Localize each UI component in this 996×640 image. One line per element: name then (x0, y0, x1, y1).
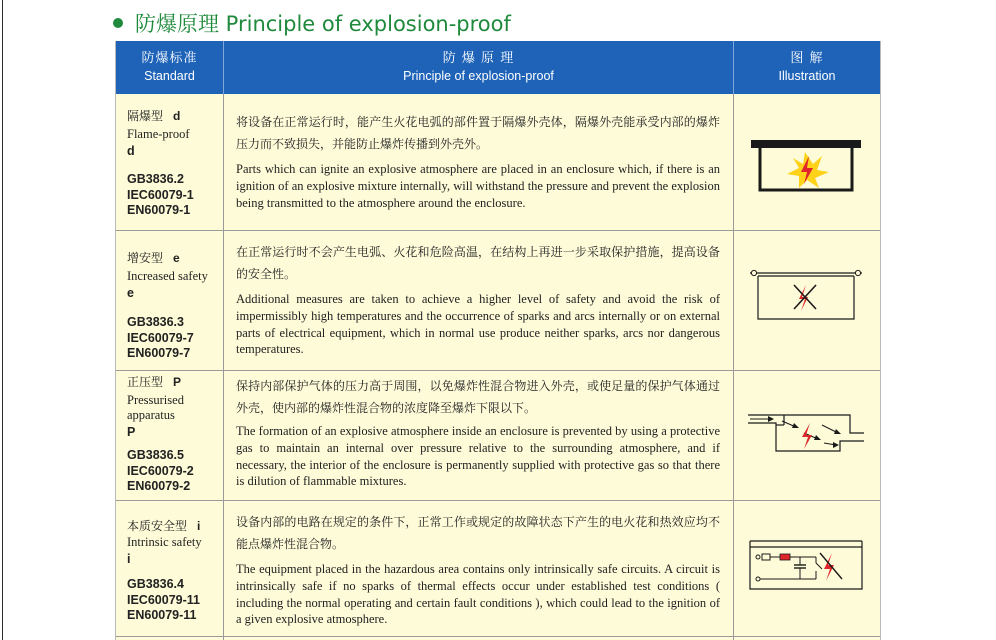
principle-cell (236, 375, 720, 490)
type-code: d (173, 109, 181, 123)
standard-codes (127, 172, 223, 219)
table-header (116, 41, 880, 94)
type-name (127, 108, 223, 124)
standard-code: EN60079-2 (127, 479, 191, 493)
type-name (127, 374, 223, 390)
header-principle-en: Principle of explosion-proof (403, 69, 554, 83)
explosion-proof-table (115, 41, 881, 640)
standard-code: GB3836.4 (127, 577, 184, 591)
header-principle-zh: 防 爆 原 理 (442, 51, 515, 66)
intrinsic-safety-icon (746, 539, 866, 599)
header-standard (116, 41, 223, 94)
principle-zh: 在正常运行时不会产生电弧、火花和危险高温，在结构上再进一步采取保护措施，提高设备的安全性。 (236, 245, 720, 281)
principle-zh: 将设备在正常运行时，能产生火花电弧的部件置于隔爆外壳体，隔爆外壳能承受内部的爆炸压力而不致损失，并能防止爆炸传播到外壳外。 (236, 115, 720, 151)
table-row (116, 94, 880, 230)
type-name (127, 250, 223, 266)
standard-code: IEC60079-1 (127, 187, 194, 202)
pressurised-apparatus-icon (746, 411, 866, 457)
bullet-dot-icon (113, 18, 123, 28)
type-name-en: Flame-proof (127, 127, 190, 141)
principle-zh: 设备内部的电路在规定的条件下，正常工作或规定的故障状态下产生的电火花和热效应均不能点爆炸性混合物。 (236, 515, 720, 551)
standard-cell (127, 250, 223, 362)
illustration-cell (734, 94, 880, 230)
illustration-cell (734, 231, 880, 370)
header-principle (224, 41, 733, 94)
standard-codes (127, 577, 223, 624)
type-name (127, 518, 223, 534)
type-name-en: Pressurised apparatus (127, 393, 184, 422)
standard-code: IEC60079-11 (127, 592, 200, 607)
header-standard-en: Standard (144, 69, 195, 83)
standard-code: GB3836.5 (127, 448, 184, 462)
standard-cell (127, 374, 223, 495)
principle-en: Additional measures are taken to achieve a higher level of safety and avoid the risk of impermissibly high temperatures and the occurrence of sparks and arcs internally or on external parts of electrical equipment, which in normal use produce neither sparks, arcs nor dangerous temperatures. (236, 292, 720, 357)
principle-en: The equipment placed in the hazardous area contains only intrinsically safe circuits. A circuit is intrinsically safe if no sparks of thermal effects occur under established test conditions ( including the normal operating and certain fault conditions ), which could lead to the ignition of a given explosive atmosphere. (236, 562, 720, 627)
type-name-zh: 正压型 (127, 375, 164, 389)
standard-code: IEC60079-2 (127, 463, 194, 478)
illustration-cell (734, 371, 880, 500)
table-row (116, 501, 880, 640)
standard-codes (127, 448, 223, 495)
type-code: e (173, 251, 180, 265)
page-edge-line (2, 0, 3, 640)
standard-cell (127, 108, 223, 219)
standard-code: EN60079-7 (127, 346, 191, 360)
section-heading (113, 8, 511, 38)
standard-code: EN60079-11 (127, 608, 197, 622)
principle-cell (236, 111, 720, 211)
header-illustration-zh: 图 解 (790, 51, 824, 66)
standard-code: GB3836.3 (127, 315, 184, 329)
type-letter: P (127, 425, 136, 439)
standard-codes (127, 315, 223, 362)
principle-cell (236, 511, 720, 628)
standard-cell (127, 518, 223, 624)
principle-zh: 保持内部保护气体的压力高于周围，以免爆炸性混合物进入外壳，或使足量的保护气体通过外壳，使内部的爆炸性混合物的浓度降至爆炸下限以下。 (236, 379, 720, 415)
increased-safety-icon (746, 267, 866, 325)
type-code: P (173, 375, 182, 389)
type-letter: i (127, 552, 131, 566)
type-name-zh: 隔爆型 (127, 109, 164, 123)
type-name-zh: 本质安全型 (127, 519, 188, 533)
table-row (116, 371, 880, 500)
principle-en: Parts which can ignite an explosive atmosphere are placed in an enclosure which, if there is an ignition of an explosive mixture internally, will withstand the pressure and prevent the explosion being transmitted to the atmosphere around the enclosure. (236, 162, 720, 210)
flameproof-enclosure-icon (749, 138, 863, 198)
type-name-en: Intrinsic safety (127, 535, 202, 549)
type-name-en: Increased safety (127, 269, 208, 283)
type-letter: e (127, 286, 134, 300)
principle-en: The formation of an explosive atmosphere inside an enclosure is prevented by using a protective gas to maintain an internal over pressure relative to the surrounding atmosphere, and if necessary, the interior of the enclosure is permanently supplied with protective gas so that there is dilution of flammable mixtures. (236, 424, 720, 489)
standard-code: GB3836.2 (127, 172, 184, 186)
illustration-cell (734, 501, 880, 640)
principle-cell (236, 241, 720, 358)
type-code: i (197, 519, 201, 533)
header-illustration-en: Illustration (778, 69, 836, 83)
type-name-zh: 增安型 (127, 251, 164, 265)
standard-code: IEC60079-7 (127, 330, 194, 345)
page-title: 防爆原理 Principle of explosion-proof (135, 12, 511, 36)
table-row (116, 231, 880, 370)
header-standard-zh: 防爆标准 (141, 51, 198, 66)
standard-code: EN60079-1 (127, 203, 191, 217)
type-letter: d (127, 144, 135, 158)
header-illustration (734, 41, 880, 94)
